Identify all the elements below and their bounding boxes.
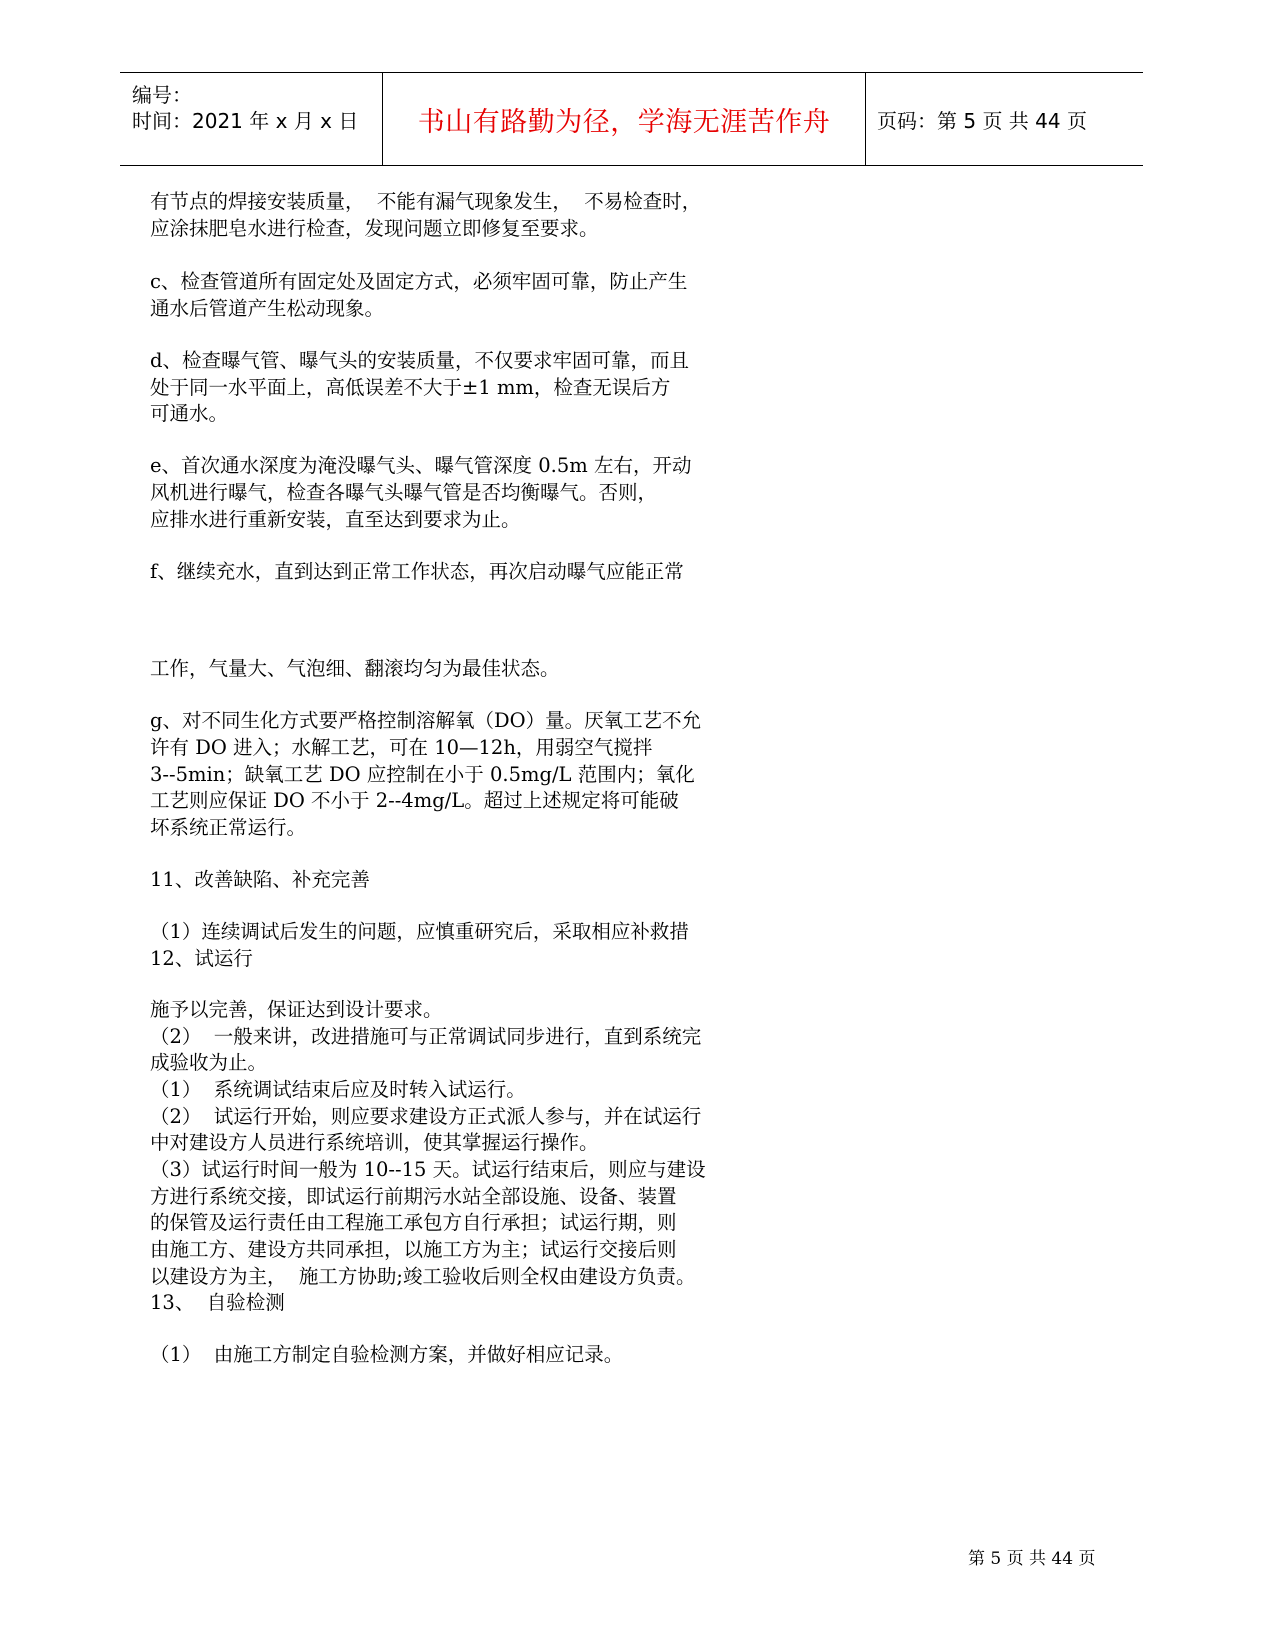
body-line: 通水后管道产生松动现象。	[150, 297, 385, 320]
body-line: 施予以完善，保证达到设计要求。	[150, 998, 443, 1021]
body-line: 工作，气量大、气泡细、翻滚均匀为最佳状态。	[150, 657, 560, 680]
body-line: （1）连续调试后发生的问题，应慎重研究后，采取相应补救措	[150, 920, 689, 943]
body-line: 应排水进行重新安装，直至达到要求为止。	[150, 508, 521, 531]
body-line: （1） 由施工方制定自验检测方案，并做好相应记录。	[150, 1343, 624, 1366]
body-line: 有节点的焊接安装质量， 不能有漏气现象发生， 不易检查时，	[150, 190, 702, 213]
body-line: 中对建设方人员进行系统培训，使其掌握运行操作。	[150, 1131, 599, 1154]
body-line: e、首次通水深度为淹没曝气头、曝气管深度 0.5m 左右，开动	[150, 454, 692, 477]
page-header	[120, 72, 1143, 166]
body-line: 以建设方为主， 施工方协助;竣工验收后则全权由建设方负责。	[150, 1265, 696, 1288]
body-line: g、对不同生化方式要严格控制溶解氧（DO）量。厌氧工艺不允	[150, 709, 702, 732]
document-number-label: 编号：	[132, 83, 192, 107]
body-line: 许有 DO 进入；水解工艺，可在 10—12h，用弱空气搅拌	[150, 736, 653, 759]
body-line: 可通水。	[150, 402, 229, 425]
body-line: 处于同一水平面上，高低误差不大于±1 mm，检查无误后方	[150, 376, 671, 399]
body-line: 坏系统正常运行。	[150, 816, 307, 839]
header-motto: 书山有路勤为径，学海无涯苦作舟	[417, 106, 831, 138]
body-line: （3）试运行时间一般为 10--15 天。试运行结束后，则应与建设	[150, 1158, 706, 1181]
header-page-cell	[865, 73, 1143, 165]
body-line: 12、试运行	[150, 947, 253, 970]
body-line: 成验收为止。	[150, 1051, 268, 1074]
body-line: 方进行系统交接，即试运行前期污水站全部设施、设备、装置	[150, 1185, 677, 1208]
body-line: 应涂抹肥皂水进行检查，发现问题立即修复至要求。	[150, 217, 599, 240]
body-line: 的保管及运行责任由工程施工承包方自行承担；试运行期，则	[150, 1211, 677, 1234]
body-line: （2） 一般来讲，改进措施可与正常调试同步进行，直到系统完	[150, 1025, 702, 1048]
header-meta	[120, 73, 382, 165]
page-footer: 第 5 页 共 44 页	[968, 1549, 1096, 1569]
body-line: （2） 试运行开始，则应要求建设方正式派人参与，并在试运行	[150, 1105, 702, 1128]
body-line: f、继续充水，直到达到正常工作状态，再次启动曝气应能正常	[150, 560, 684, 583]
header-page-info: 页码：第 5 页 共 44 页	[877, 108, 1087, 133]
body-line: 11、改善缺陷、补充完善	[150, 868, 370, 891]
body-line: c、检查管道所有固定处及固定方式，必须牢固可靠，防止产生	[150, 270, 688, 293]
header-motto-cell	[382, 73, 866, 165]
body-line: （1） 系统调试结束后应及时转入试运行。	[150, 1078, 526, 1101]
body-line: 工艺则应保证 DO 不小于 2--4mg/L。超过上述规定将可能破	[150, 789, 679, 812]
body-line: 由施工方、建设方共同承担，以施工方为主；试运行交接后则	[150, 1238, 677, 1261]
body-line: 13、 自验检测	[150, 1291, 285, 1314]
body-line: 风机进行曝气，检查各曝气头曝气管是否均衡曝气。否则，	[150, 481, 658, 504]
body-line: 3--5min；缺氧工艺 DO 应控制在小于 0.5mg/L 范围内；氧化	[150, 763, 695, 786]
body-line: d、检查曝气管、曝气头的安装质量，不仅要求牢固可靠，而且	[150, 349, 689, 372]
document-time-label: 时间：2021 年 x 月 x 日	[132, 109, 359, 133]
